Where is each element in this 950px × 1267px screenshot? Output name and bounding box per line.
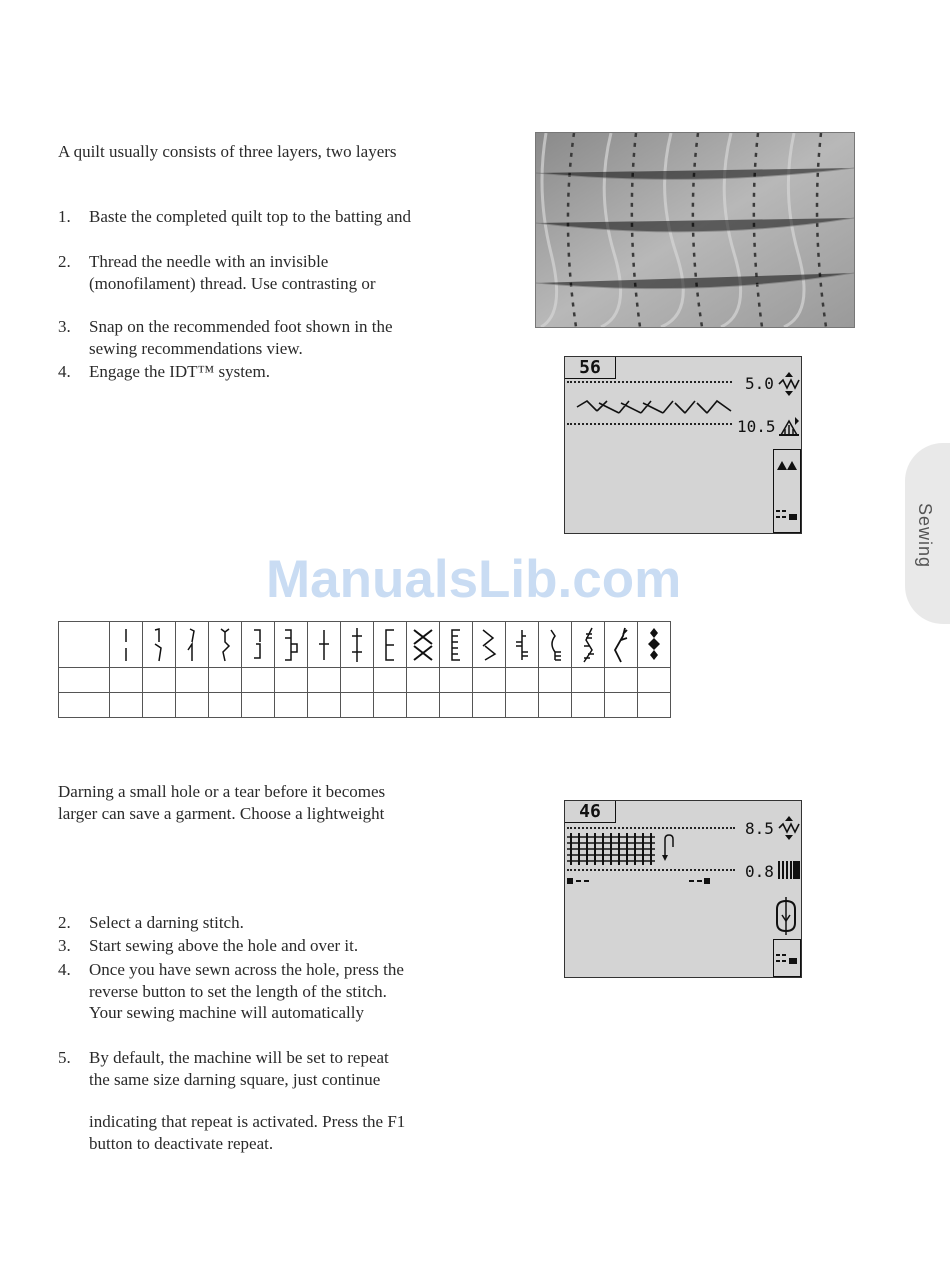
- stitch-preview: [575, 393, 735, 417]
- stitch-icon-1: [110, 622, 143, 668]
- table-cell: [539, 668, 572, 693]
- section-tab-label: Sewing: [915, 503, 935, 569]
- stitch-length-icon: [777, 859, 801, 881]
- table-cell: [59, 668, 110, 693]
- table-cell: [473, 668, 506, 693]
- stitch-icon-10: [407, 622, 440, 668]
- stitch-icon-17: [638, 622, 671, 668]
- table-corner-cell: [59, 622, 110, 668]
- step-text: Thread the needle with an invisible (monofilament) thread. Use contrasting or: [89, 252, 376, 293]
- table-cell: [605, 693, 638, 718]
- stitch-width-icon: [777, 815, 801, 841]
- stitch-icon-7: [308, 622, 341, 668]
- reverse-arrow-icon: [661, 833, 677, 863]
- stitch-table: [58, 621, 671, 718]
- stitch-width-icon: [777, 371, 801, 397]
- table-cell: [407, 668, 440, 693]
- mode-icon[interactable]: [775, 952, 799, 966]
- stitch-icon-8: [341, 622, 374, 668]
- stitch-icon-15: [572, 622, 605, 668]
- divider: [567, 423, 732, 425]
- table-cell: [440, 693, 473, 718]
- start-marker: [567, 877, 593, 885]
- stitch-icon-9: [374, 622, 407, 668]
- tab-arrow-icon[interactable]: [776, 458, 798, 472]
- step-number: 3.: [58, 317, 71, 336]
- repeat-icon[interactable]: [773, 897, 799, 935]
- table-cell: [440, 668, 473, 693]
- table-cell: [59, 693, 110, 718]
- divider: [567, 827, 735, 829]
- table-cell: [572, 668, 605, 693]
- step-text: Start sewing above the hole and over it.: [89, 936, 359, 955]
- quilt-photo: [535, 132, 855, 328]
- step-number: 5.: [58, 1048, 71, 1067]
- step-number: 1.: [58, 207, 71, 226]
- lcd-display-quilt: [564, 356, 802, 534]
- table-cell: [209, 693, 242, 718]
- stitch-icon-4: [209, 622, 242, 668]
- step-text: Engage the IDT™ system.: [89, 362, 270, 381]
- step-text: Baste the completed quilt top to the batting and: [89, 207, 411, 226]
- table-cell: [209, 668, 242, 693]
- table-cell: [143, 693, 176, 718]
- stitch-icon-12: [473, 622, 506, 668]
- table-cell: [176, 668, 209, 693]
- table-cell: [605, 668, 638, 693]
- step-number: 4.: [58, 960, 71, 979]
- step-number: 2.: [58, 913, 71, 932]
- stitch-number: 56: [565, 357, 616, 379]
- table-cell: [275, 693, 308, 718]
- step-text: Select a darning stitch.: [89, 913, 244, 932]
- stitch-icon-11: [440, 622, 473, 668]
- stitch-length-icon: [777, 415, 801, 437]
- step-text: Once you have sewn across the hole, press the reverse button to set the length of the stitch. Your sewing machine will automatically: [89, 960, 404, 1022]
- table-cell: [341, 693, 374, 718]
- divider: [567, 381, 732, 383]
- table-cell: [275, 668, 308, 693]
- stitch-icon-6: [275, 622, 308, 668]
- table-cell: [374, 668, 407, 693]
- table-cell: [308, 668, 341, 693]
- divider: [567, 869, 735, 871]
- table-cell: [110, 693, 143, 718]
- step-number: 2.: [58, 252, 71, 271]
- table-cell: [539, 693, 572, 718]
- table-cell: [506, 668, 539, 693]
- stitch-icon-3: [176, 622, 209, 668]
- table-cell: [308, 693, 341, 718]
- darning-intro: Darning a small hole or a tear before it becomes larger can save a garment. Choose a lightweight: [58, 782, 386, 823]
- step-number: 4.: [58, 362, 71, 381]
- stitch-width-value: 5.0: [745, 374, 774, 393]
- quilt-intro: A quilt usually consists of three layers, two layers: [58, 142, 397, 161]
- stitch-icon-2: [143, 622, 176, 668]
- stitch-number: 46: [565, 801, 616, 823]
- table-cell: [407, 693, 440, 718]
- table-cell: [176, 693, 209, 718]
- table-cell: [638, 693, 671, 718]
- side-controls: [773, 939, 801, 977]
- table-cell: [638, 668, 671, 693]
- step-text: By default, the machine will be set to repeat the same size darning square, just continue: [89, 1048, 389, 1089]
- stitch-width-value: 8.5: [745, 819, 774, 838]
- stitch-icon-13: [506, 622, 539, 668]
- table-cell: [506, 693, 539, 718]
- step-number: 3.: [58, 936, 71, 955]
- watermark: ManualsLib.com: [266, 550, 682, 609]
- stitch-icon-5: [242, 622, 275, 668]
- darning-stitch-preview: [567, 831, 657, 867]
- stitch-icon-14: [539, 622, 572, 668]
- table-cell: [110, 668, 143, 693]
- lcd-display-darning: [564, 800, 802, 978]
- table-cell: [341, 668, 374, 693]
- table-cell: [572, 693, 605, 718]
- side-controls: [773, 449, 801, 533]
- darn-step-5-continuation: indicating that repeat is activated. Press the F1 button to deactivate repeat.: [89, 1112, 406, 1153]
- table-cell: [242, 668, 275, 693]
- mode-icon[interactable]: [775, 508, 799, 522]
- table-cell: [242, 693, 275, 718]
- section-tab-sewing[interactable]: [905, 443, 950, 624]
- end-marker: [689, 877, 711, 885]
- stitch-length-value: 10.5: [737, 417, 776, 436]
- table-cell: [374, 693, 407, 718]
- step-text: Snap on the recommended foot shown in the sewing recommendations view.: [89, 317, 393, 358]
- table-cell: [143, 668, 176, 693]
- stitch-length-value: 0.8: [745, 862, 774, 881]
- table-cell: [473, 693, 506, 718]
- stitch-icon-16: [605, 622, 638, 668]
